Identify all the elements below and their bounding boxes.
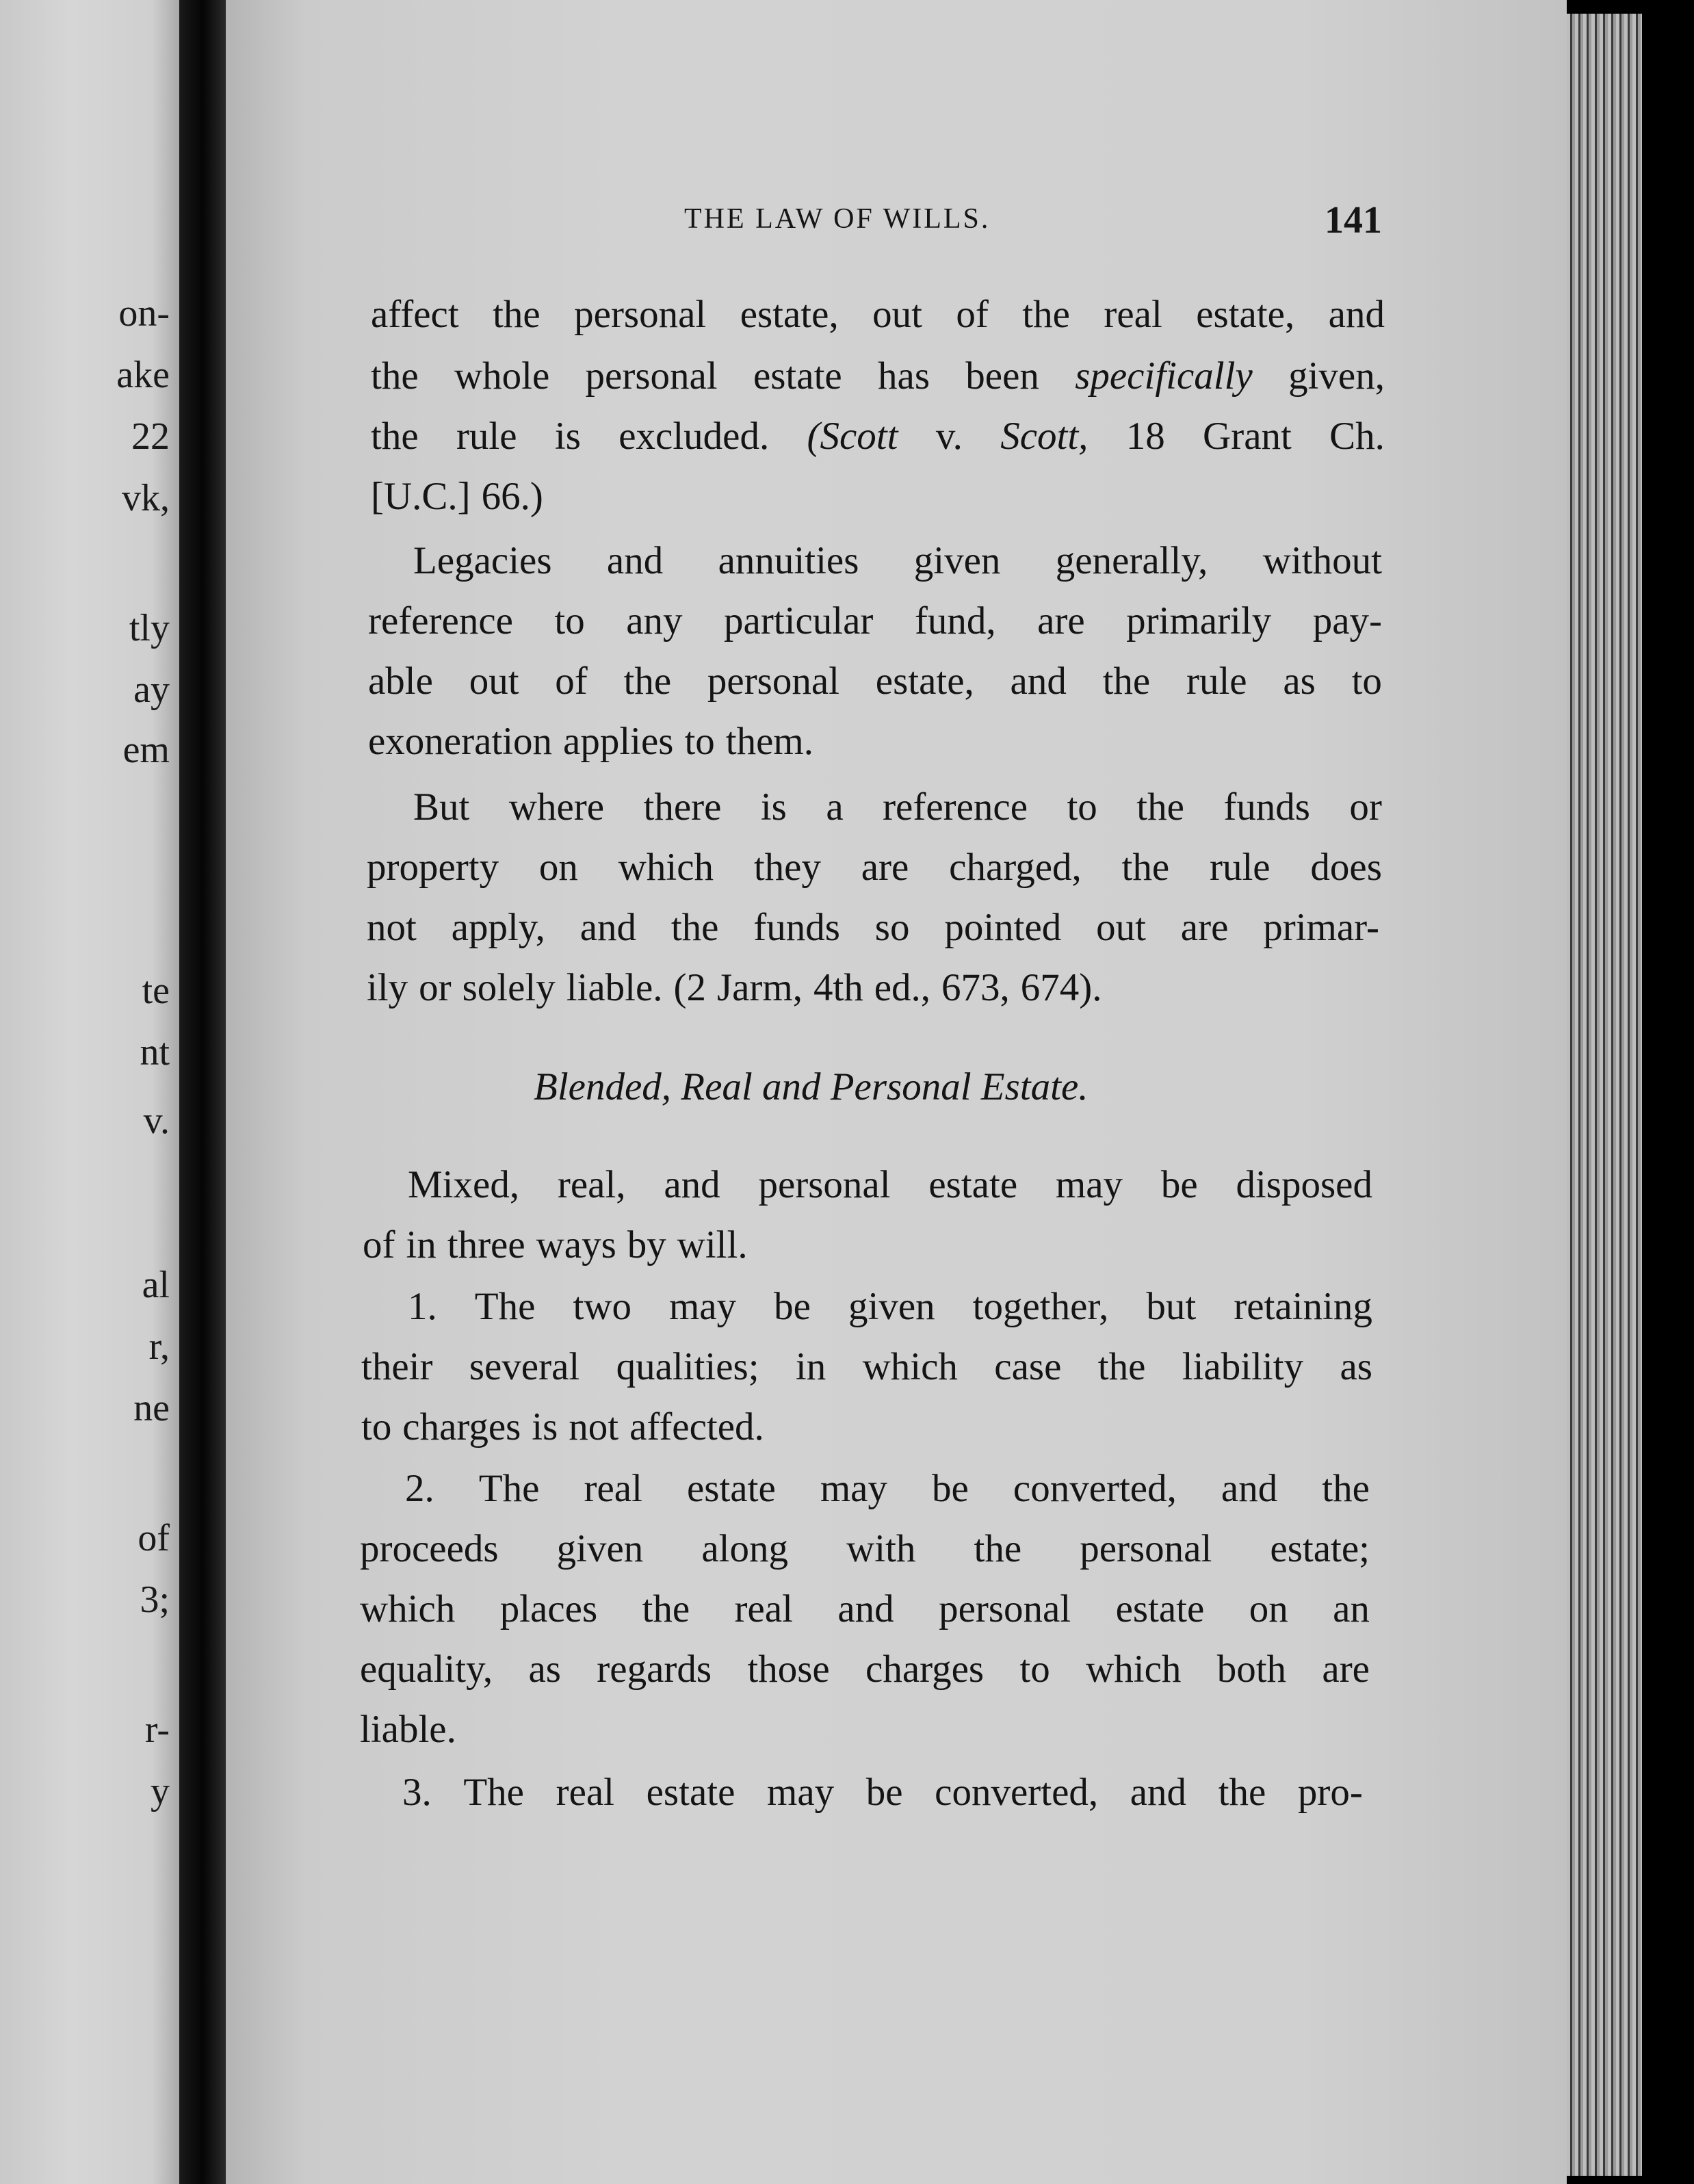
text-line: [363, 1225, 1372, 1266]
text-word: are: [1180, 906, 1229, 949]
text-word: personal: [707, 660, 840, 703]
text-word: as: [1283, 660, 1316, 703]
text-line: [368, 721, 1382, 762]
text-word: exoneration: [368, 720, 553, 763]
text-word: retaining: [1234, 1285, 1372, 1328]
left-page-fragment: 22: [131, 415, 170, 458]
text-line: [413, 541, 1382, 582]
left-page-fragment: r-: [144, 1708, 170, 1751]
text-word: may: [767, 1771, 835, 1814]
text-word: may: [1055, 1163, 1123, 1206]
text-word: fund,: [914, 599, 996, 642]
text-word: affect: [371, 293, 459, 336]
left-page-fragment: al: [142, 1264, 170, 1306]
text-word: to: [554, 599, 585, 642]
text-word: which: [360, 1587, 456, 1630]
text-word: estate: [753, 354, 842, 398]
text-word: together,: [972, 1285, 1109, 1328]
text-word: But: [413, 785, 470, 829]
text-word: Ch.: [1329, 415, 1385, 458]
text-word: solely: [462, 966, 556, 1009]
text-word: v.: [935, 415, 963, 458]
text-word: case: [994, 1345, 1062, 1388]
text-line: [360, 1529, 1370, 1570]
text-word: rule: [456, 415, 517, 458]
text-word: estate,: [875, 660, 974, 703]
text-word: charges: [865, 1648, 985, 1691]
text-word: and: [1010, 660, 1067, 703]
text-word: of: [956, 293, 989, 336]
text-word: is: [532, 1405, 558, 1448]
text-word: the: [623, 660, 672, 703]
text-word: estate: [646, 1771, 735, 1814]
text-word: an: [1333, 1587, 1370, 1630]
left-page-fragment: r,: [148, 1325, 170, 1368]
text-word: regards: [597, 1648, 712, 1691]
text-word: as: [528, 1648, 561, 1691]
text-line: [367, 847, 1382, 888]
text-word: The: [463, 1771, 524, 1814]
text-line: [368, 661, 1382, 702]
text-word: or: [419, 966, 452, 1009]
text-word: the: [670, 906, 719, 949]
text-word: and: [1328, 293, 1385, 336]
scan-border: [1642, 0, 1694, 2184]
text-line: [367, 967, 1379, 1009]
text-word: they: [753, 846, 821, 889]
text-word: real: [584, 1467, 642, 1510]
text-word: generally,: [1055, 539, 1208, 582]
text-line: [413, 787, 1382, 828]
text-word: reference: [883, 785, 1028, 829]
text-word: disposed: [1236, 1163, 1372, 1206]
text-word: three: [447, 1223, 525, 1266]
text-word: to: [1067, 785, 1097, 829]
left-page-fragment: te: [142, 970, 170, 1012]
text-word: Mixed,: [408, 1163, 520, 1206]
text-word: Scott,: [1000, 415, 1089, 458]
left-page-fragment: ake: [116, 354, 170, 396]
text-word: 18: [1125, 415, 1165, 458]
text-word: their: [361, 1345, 433, 1388]
text-word: particular: [724, 599, 874, 642]
text-word: ways: [536, 1223, 616, 1266]
left-page-fragment: 3;: [140, 1578, 170, 1621]
text-word: and: [837, 1587, 894, 1630]
text-word: is: [554, 415, 581, 458]
text-word: proceeds: [360, 1527, 499, 1570]
text-word: of: [363, 1223, 395, 1266]
text-word: the: [1097, 1345, 1146, 1388]
section-heading: Blended, Real and Personal Estate.: [534, 1065, 1089, 1108]
text-word: out: [872, 293, 922, 336]
text-word: real: [556, 1771, 615, 1814]
text-word: qualities;: [616, 1345, 759, 1388]
text-word: and: [579, 906, 636, 949]
text-word: liable.: [566, 966, 663, 1009]
text-word: personal: [758, 1163, 891, 1206]
text-word: primarily: [1126, 599, 1272, 642]
text-word: liability: [1182, 1345, 1304, 1388]
text-word: given,: [1288, 354, 1385, 398]
page-number: 141: [1325, 199, 1382, 242]
text-word: has: [878, 354, 930, 398]
text-word: and: [664, 1163, 720, 1206]
text-word: may: [668, 1285, 737, 1328]
text-word: the: [1121, 846, 1170, 889]
text-word: estate: [686, 1467, 776, 1510]
text-word: be: [1160, 1163, 1198, 1206]
left-page-fragment: vk,: [122, 477, 170, 519]
book-gutter: [179, 0, 226, 2184]
text-word: the: [1022, 293, 1070, 336]
text-word: personal: [939, 1587, 1071, 1630]
text-word: real: [1104, 293, 1162, 336]
text-word: (Scott: [807, 415, 898, 458]
text-word: where: [508, 785, 605, 829]
text-word: without: [1262, 539, 1382, 582]
left-page-fragment: v.: [143, 1100, 170, 1142]
text-word: affected.: [629, 1405, 764, 1448]
text-word: estate,: [1196, 293, 1295, 336]
text-word: to: [684, 720, 715, 763]
text-word: apply,: [451, 906, 545, 949]
text-word: converted,: [935, 1771, 1099, 1814]
text-line: [371, 416, 1385, 457]
text-word: so: [874, 906, 910, 949]
text-word: a: [826, 785, 844, 829]
text-word: along: [701, 1527, 788, 1570]
text-word: reference: [368, 599, 513, 642]
text-line: [368, 601, 1382, 642]
running-title: THE LAW OF WILLS.: [684, 203, 991, 235]
text-word: the: [371, 354, 419, 398]
text-word: pro-: [1297, 1771, 1363, 1814]
text-line: [405, 1468, 1370, 1509]
text-word: 2.: [405, 1467, 434, 1510]
text-word: is: [760, 785, 787, 829]
text-word: with: [846, 1527, 916, 1570]
text-word: them.: [725, 720, 813, 763]
text-word: several: [469, 1345, 580, 1388]
text-word: equality,: [360, 1648, 493, 1691]
text-line: [371, 294, 1385, 335]
text-word: the: [1218, 1771, 1266, 1814]
text-word: given: [848, 1285, 935, 1328]
text-word: be: [865, 1771, 903, 1814]
text-word: which: [1086, 1648, 1182, 1691]
text-line: [408, 1286, 1372, 1327]
text-word: two: [573, 1285, 631, 1328]
text-word: in: [795, 1345, 826, 1388]
text-word: funds: [1223, 785, 1310, 829]
left-page-fragment: of: [138, 1517, 170, 1559]
text-word: the: [1322, 1467, 1370, 1510]
text-word: are: [1322, 1648, 1370, 1691]
text-word: personal: [1080, 1527, 1212, 1570]
text-word: given: [913, 539, 1001, 582]
text-word: the: [974, 1527, 1022, 1570]
text-word: charged,: [949, 846, 1082, 889]
text-line: [360, 1709, 1370, 1750]
text-word: specifically: [1075, 354, 1253, 398]
text-word: out: [469, 660, 519, 703]
text-word: on: [538, 846, 578, 889]
text-word: which: [618, 846, 714, 889]
text-word: excluded.: [618, 415, 770, 458]
text-line: [367, 907, 1379, 948]
text-word: are: [1037, 599, 1085, 642]
left-page-fragment: on-: [118, 292, 170, 335]
text-word: by: [627, 1223, 666, 1266]
text-word: rule: [1209, 846, 1270, 889]
text-word: funds: [753, 906, 840, 949]
text-word: estate,: [740, 293, 839, 336]
text-line: [360, 1649, 1370, 1690]
text-word: [U.C.]: [371, 475, 471, 518]
left-page-fragment: tly: [129, 607, 170, 649]
text-word: 66.): [481, 475, 543, 518]
text-word: whole: [454, 354, 550, 398]
text-word: not: [569, 1405, 619, 1448]
text-word: ily: [367, 966, 408, 1009]
text-word: but: [1146, 1285, 1197, 1328]
text-word: of: [555, 660, 588, 703]
text-line: [408, 1165, 1372, 1206]
text-word: pointed: [944, 906, 1062, 949]
text-word: The: [478, 1467, 540, 1510]
text-word: will.: [677, 1223, 748, 1266]
text-word: and: [1221, 1467, 1278, 1510]
text-word: Grant: [1203, 415, 1292, 458]
text-word: and: [606, 539, 664, 582]
text-word: primar-: [1263, 906, 1379, 949]
left-page-fragment: y: [151, 1770, 170, 1812]
text-word: be: [774, 1285, 811, 1328]
text-word: 3.: [402, 1771, 432, 1814]
text-word: 4th: [813, 966, 863, 1009]
text-word: liable.: [360, 1708, 456, 1751]
text-word: to: [1019, 1648, 1050, 1691]
text-word: places: [499, 1587, 598, 1630]
text-word: are: [861, 846, 909, 889]
page-edges: [1567, 14, 1642, 2176]
text-word: The: [474, 1285, 536, 1328]
text-word: Legacies: [413, 539, 552, 582]
left-page-fragment: em: [122, 729, 170, 771]
text-word: Jarm,: [716, 966, 803, 1009]
text-word: there: [643, 785, 722, 829]
text-word: on: [1249, 1587, 1288, 1630]
text-word: the: [642, 1587, 690, 1630]
text-word: to: [1351, 660, 1382, 703]
text-word: (2: [673, 966, 706, 1009]
text-word: which: [862, 1345, 958, 1388]
text-word: does: [1310, 846, 1382, 889]
text-line: [361, 1347, 1372, 1388]
text-word: given: [556, 1527, 644, 1570]
text-word: personal: [574, 293, 707, 336]
left-page-fragment: ne: [133, 1387, 170, 1429]
text-word: the: [1102, 660, 1151, 703]
text-word: those: [747, 1648, 830, 1691]
text-word: 1.: [408, 1285, 437, 1328]
text-word: or: [1349, 785, 1382, 829]
text-word: been: [965, 354, 1039, 398]
text-word: may: [820, 1467, 887, 1510]
text-word: to: [361, 1405, 392, 1448]
text-word: the: [371, 415, 419, 458]
text-word: and: [1130, 1771, 1187, 1814]
text-word: be: [932, 1467, 969, 1510]
text-word: out: [1096, 906, 1146, 949]
text-word: estate: [1115, 1587, 1205, 1630]
text-word: in: [406, 1223, 436, 1266]
facing-page-left: [0, 0, 179, 2184]
text-word: as: [1340, 1345, 1372, 1388]
text-word: real: [734, 1587, 793, 1630]
left-page-fragment: ay: [133, 668, 170, 711]
text-word: 673,: [941, 966, 1010, 1009]
text-word: not: [367, 906, 417, 949]
text-word: annuities: [718, 539, 859, 582]
text-word: the: [493, 293, 540, 336]
text-line: [402, 1772, 1363, 1813]
text-word: rule: [1186, 660, 1247, 703]
text-word: able: [368, 660, 433, 703]
text-line: [371, 476, 1385, 517]
text-line: [361, 1407, 1372, 1448]
text-word: charges: [402, 1405, 521, 1448]
text-word: real,: [557, 1163, 626, 1206]
text-word: estate: [928, 1163, 1018, 1206]
text-word: personal: [585, 354, 718, 398]
text-word: both: [1216, 1648, 1287, 1691]
text-word: 674).: [1020, 966, 1102, 1009]
text-word: estate;: [1270, 1527, 1370, 1570]
left-page-fragment: nt: [140, 1031, 170, 1074]
text-word: ed.,: [874, 966, 931, 1009]
text-line: [360, 1589, 1370, 1630]
text-word: converted,: [1013, 1467, 1177, 1510]
text-word: pay-: [1312, 599, 1382, 642]
text-word: any: [626, 599, 683, 642]
text-word: applies: [563, 720, 674, 763]
text-word: property: [367, 846, 499, 889]
text-line: [371, 356, 1385, 397]
text-word: the: [1136, 785, 1184, 829]
